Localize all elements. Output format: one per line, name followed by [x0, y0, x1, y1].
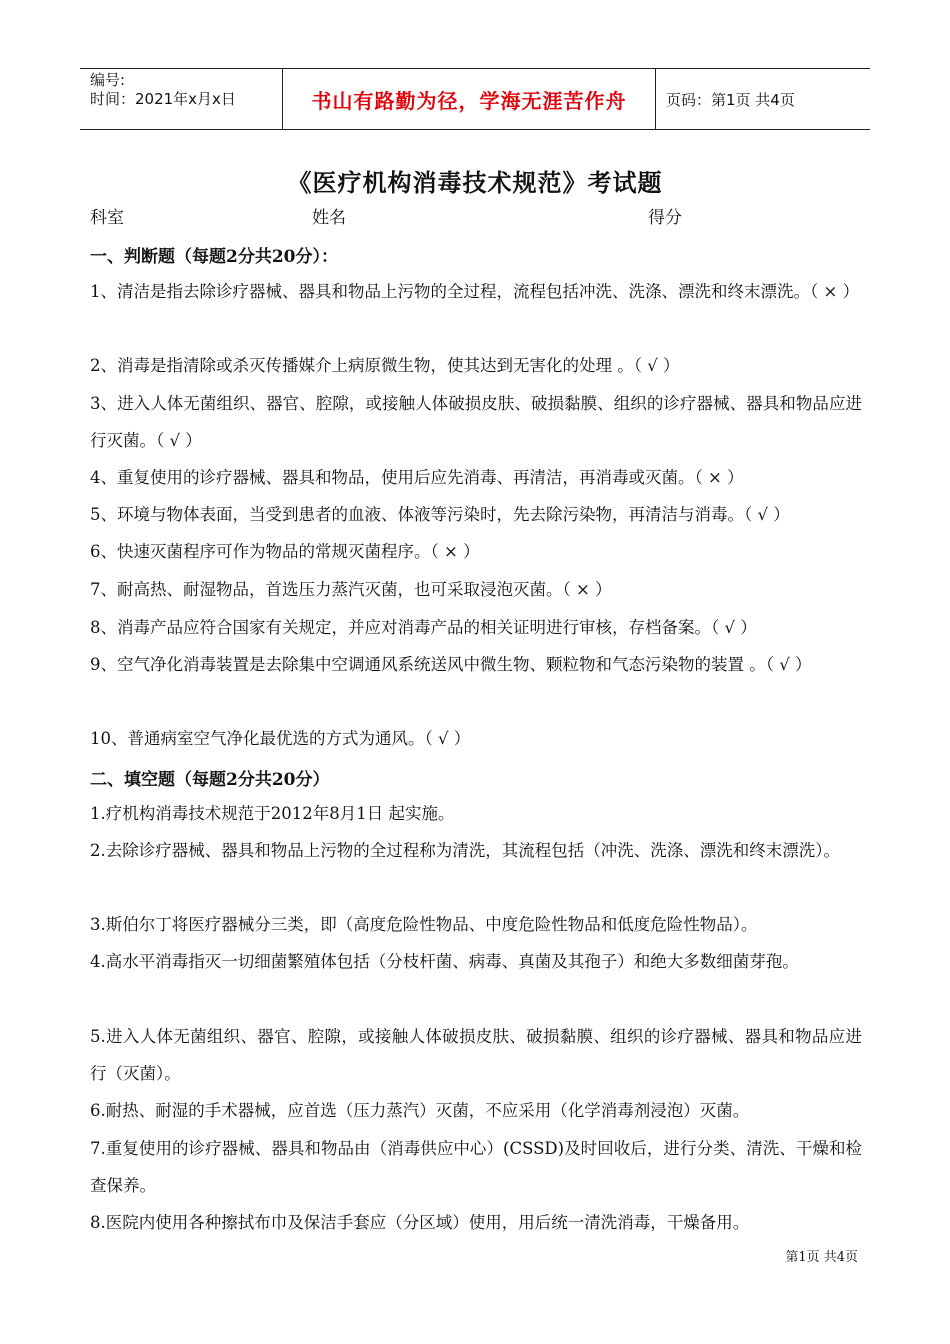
- question-item: 6、快速灭菌程序可作为物品的常规灭菌程序。（ × ）: [90, 542, 480, 561]
- question-item: 5、环境与物体表面，当受到患者的血液、体液等污染时，先去除污染物，再清洁与消毒。（ √ ）: [90, 505, 790, 524]
- name-label: 姓名: [312, 208, 346, 228]
- dept-label: 科室: [90, 208, 124, 228]
- question-item: 1、清洁是指去除诊疗器械、器具和物品上污物的全过程，流程包括冲洗、洗涤、漂洗和终末漂洗。（ × ）: [90, 282, 860, 301]
- question-item: 8、消毒产品应符合国家有关规定，并应对消毒产品的相关证明进行审核，存档备案。（ √ ）: [90, 618, 757, 637]
- question-item: 4、重复使用的诊疗器械、器具和物品，使用后应先消毒、再清洁，再消毒或灭菌。（ × ）: [90, 468, 744, 487]
- motto: 书山有路勤为径，学海无涯苦作舟: [311, 88, 627, 113]
- document-title: 《医疗机构消毒技术规范》考试题: [287, 168, 663, 197]
- question-item: 3、进入人体无菌组织、器官、腔隙，或接触人体破损皮肤、破损黏膜、组织的诊疗器械、器具和物品应进行灭菌。（ √ ）: [90, 394, 862, 450]
- header-info: [80, 69, 282, 129]
- document-header: [80, 68, 870, 130]
- page-footer: 第1页 共4页: [785, 1250, 858, 1265]
- question-item: 7、耐高热、耐湿物品，首选压力蒸汽灭菌，也可采取浸泡灭菌。（ × ）: [90, 580, 612, 599]
- question-item: 2、消毒是指清除或杀灭传播媒介上病原微生物，使其达到无害化的处理 。（ √ ）: [90, 356, 680, 375]
- question-item: 6.耐热、耐湿的手术器械，应首选（压力蒸汽）灭菌，不应采用（化学消毒剂浸泡）灭菌。: [90, 1101, 750, 1120]
- question-item: 4.高水平消毒指灭一切细菌繁殖体包括（分枝杆菌、病毒、真菌及其孢子）和绝大多数细菌芽孢。: [90, 952, 799, 971]
- question-item: 7.重复使用的诊疗器械、器具和物品由（消毒供应中心）(CSSD)及时回收后，进行分类、清洗、干燥和检查保养。: [90, 1139, 862, 1195]
- question-item: 3.斯伯尔丁将医疗器械分三类，即（高度危险性物品、中度危险性物品和低度危险性物品）。: [90, 915, 758, 934]
- section1-heading: 一、判断题（每题2分共20分）：: [90, 247, 338, 267]
- question-item: 5.进入人体无菌组织、器官、腔隙，或接触人体破损皮肤、破损黏膜、组织的诊疗器械、器具和物品应进行（灭菌）。: [90, 1027, 862, 1083]
- question-item: 10、普通病室空气净化最优选的方式为通风。（ √ ）: [90, 729, 471, 748]
- number-label: 编号:: [90, 71, 126, 89]
- page-label: 页码：第1页 共4页: [666, 90, 795, 109]
- section2-heading: 二、填空题（每题2分共20分）: [90, 770, 330, 790]
- header-motto-cell: [282, 69, 656, 129]
- question-item: 1.疗机构消毒技术规范于2012年8月1日 起实施。: [90, 804, 455, 823]
- question-item: 9、空气净化消毒装置是去除集中空调通风系统送风中微生物、颗粒物和气态污染物的装置 。（ √ ）: [90, 655, 812, 674]
- time-label: 时间：2021年x月x日: [90, 90, 236, 108]
- question-item: 2.去除诊疗器械、器具和物品上污物的全过程称为清洗，其流程包括（冲洗、洗涤、漂洗和终末漂洗）。: [90, 841, 840, 860]
- score-label: 得分: [648, 208, 682, 228]
- question-item: 8.医院内使用各种擦拭布巾及保洁手套应（分区域）使用，用后统一清洗消毒，干燥备用。: [90, 1213, 750, 1232]
